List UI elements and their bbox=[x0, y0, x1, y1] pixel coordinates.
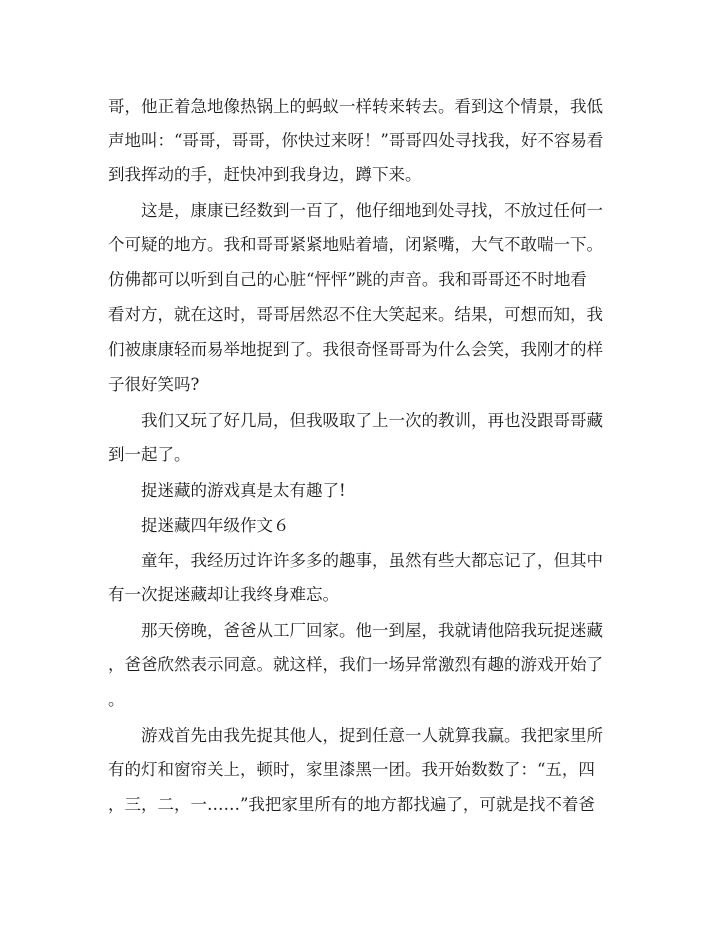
text-line: 到一起了。 bbox=[108, 445, 191, 464]
text-line: 游戏首先由我先捉其他人，捉到任意一人就算我赢。我把家里所 bbox=[141, 726, 603, 745]
text-line: ，爸爸欣然表示同意。就这样，我们一场异常激烈有趣的游戏开始了 bbox=[108, 655, 603, 674]
section-title: 捉迷藏四年级作文６ bbox=[141, 516, 290, 535]
text-line: 我们又玩了好几局，但我吸取了上一次的教训，再也没跟哥哥藏 bbox=[141, 411, 603, 430]
text-line: 个可疑的地方。我和哥哥紧紧地贴着墙，闭紧嘴，大气不敢喘一下。 bbox=[108, 235, 603, 254]
text-line: 看对方，就在这时，哥哥居然忍不住大笑起来。结果，可想而知，我 bbox=[108, 305, 603, 324]
text-line: 童年，我经历过许许多多的趣事，虽然有些大都忘记了，但其中 bbox=[141, 551, 603, 570]
text-line: 。 bbox=[108, 690, 125, 709]
text-line: 子很好笑吗? bbox=[108, 375, 200, 394]
text-line: 有的灯和窗帘关上，顿时，家里漆黑一团。我开始数数了：“五，四 bbox=[108, 760, 595, 779]
text-line: 哥，他正着急地像热锅上的蚂蚁一样转来转去。看到这个情景，我低 bbox=[108, 97, 603, 116]
text-line: 捉迷藏的游戏真是太有趣了! bbox=[141, 481, 346, 500]
text-line: 们被康康轻而易举地捉到了。我很奇怪哥哥为什么会笑，我刚才的样 bbox=[108, 340, 603, 359]
text-line: 到我挥动的手，赶快冲到我身边，蹲下来。 bbox=[108, 165, 422, 184]
text-line: 那天傍晚，爸爸从工厂回家。他一到屋，我就请他陪我玩捉迷藏 bbox=[141, 621, 603, 640]
text-line: ，三，二，一……”我把家里所有的地方都找遍了，可就是找不着爸 bbox=[108, 795, 595, 814]
text-line: 这是，康康已经数到一百了，他仔细地到处寻找，不放过任何一 bbox=[141, 201, 603, 220]
text-line: 仿佛都可以听到自己的心脏“怦怦”跳的声音。我和哥哥还不时地看 bbox=[108, 270, 587, 289]
text-line: 有一次捉迷藏却让我终身难忘。 bbox=[108, 585, 339, 604]
text-line: 声地叫：“哥哥，哥哥，你快过来呀！”哥哥四处寻找我，好不容易看 bbox=[108, 131, 604, 150]
